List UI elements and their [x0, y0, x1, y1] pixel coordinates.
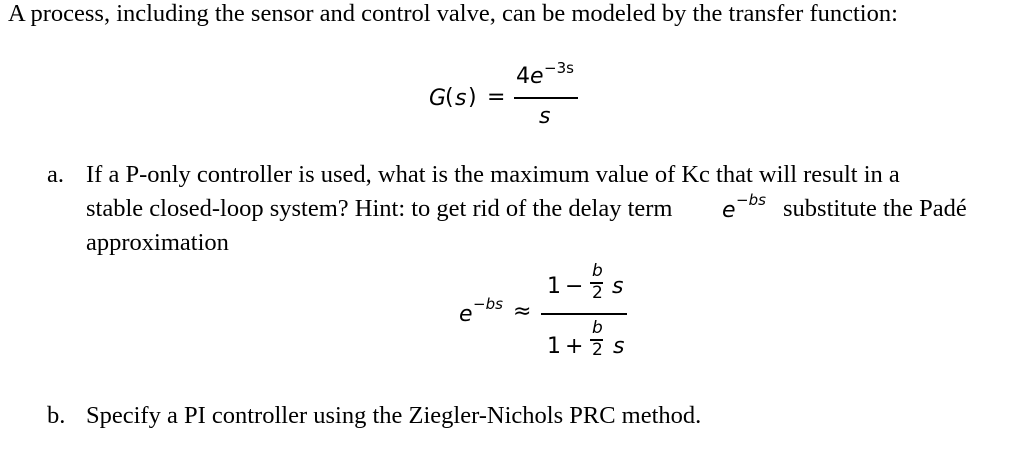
tf-equals: =	[487, 85, 506, 110]
part-a-line3: approximation	[86, 229, 229, 256]
pade-num-frac-num: b	[592, 261, 603, 281]
part-b-label: b.	[47, 402, 66, 429]
tf-num-coef: 4	[516, 64, 530, 89]
pade-num-var: s	[612, 274, 624, 299]
pade-den-frac-den: 2	[592, 340, 603, 360]
part-a-label: a.	[47, 161, 64, 188]
tf-lhs-var: s	[455, 86, 467, 111]
intro-text: A process, including the sensor and control valve, can be modeled by the transfer function:	[8, 0, 898, 27]
tf-den: s	[539, 104, 551, 129]
part-a-line1: If a P-only controller is used, what is the maximum value of Kc that will result in a	[86, 161, 900, 188]
tf-lhs-paren-close: )	[468, 85, 477, 110]
part-a-line2-math-base: e	[722, 198, 736, 223]
tf-lhs-fn: G	[429, 86, 447, 111]
pade-num-frac-den: 2	[592, 283, 603, 303]
pade-den-op: +	[565, 334, 584, 359]
part-b-text: Specify a PI controller using the Ziegler-Nichols PRC method.	[86, 402, 702, 429]
tf-fraction-bar	[514, 97, 578, 99]
pade-den-var: s	[613, 334, 625, 359]
tf-lhs-paren-open: (	[445, 85, 454, 110]
tf-num-base: e	[530, 64, 544, 89]
part-a-line2-pre: stable closed-loop system? Hint: to get rid of the delay term	[86, 195, 673, 222]
pade-num-op: −	[565, 274, 584, 299]
tf-num-exp: −3s	[544, 59, 574, 77]
pade-den-frac-num: b	[592, 318, 603, 338]
pade-den-one: 1	[547, 334, 561, 359]
pade-num-one: 1	[547, 274, 561, 299]
pade-fraction-bar	[541, 313, 627, 315]
pade-lhs-base: e	[459, 302, 473, 327]
part-a-line2-math-exp: −bs	[736, 191, 766, 209]
pade-lhs-exp: −bs	[473, 295, 503, 313]
part-a-line2-post: substitute the Padé	[783, 195, 967, 222]
pade-approx: ≈	[513, 299, 532, 324]
